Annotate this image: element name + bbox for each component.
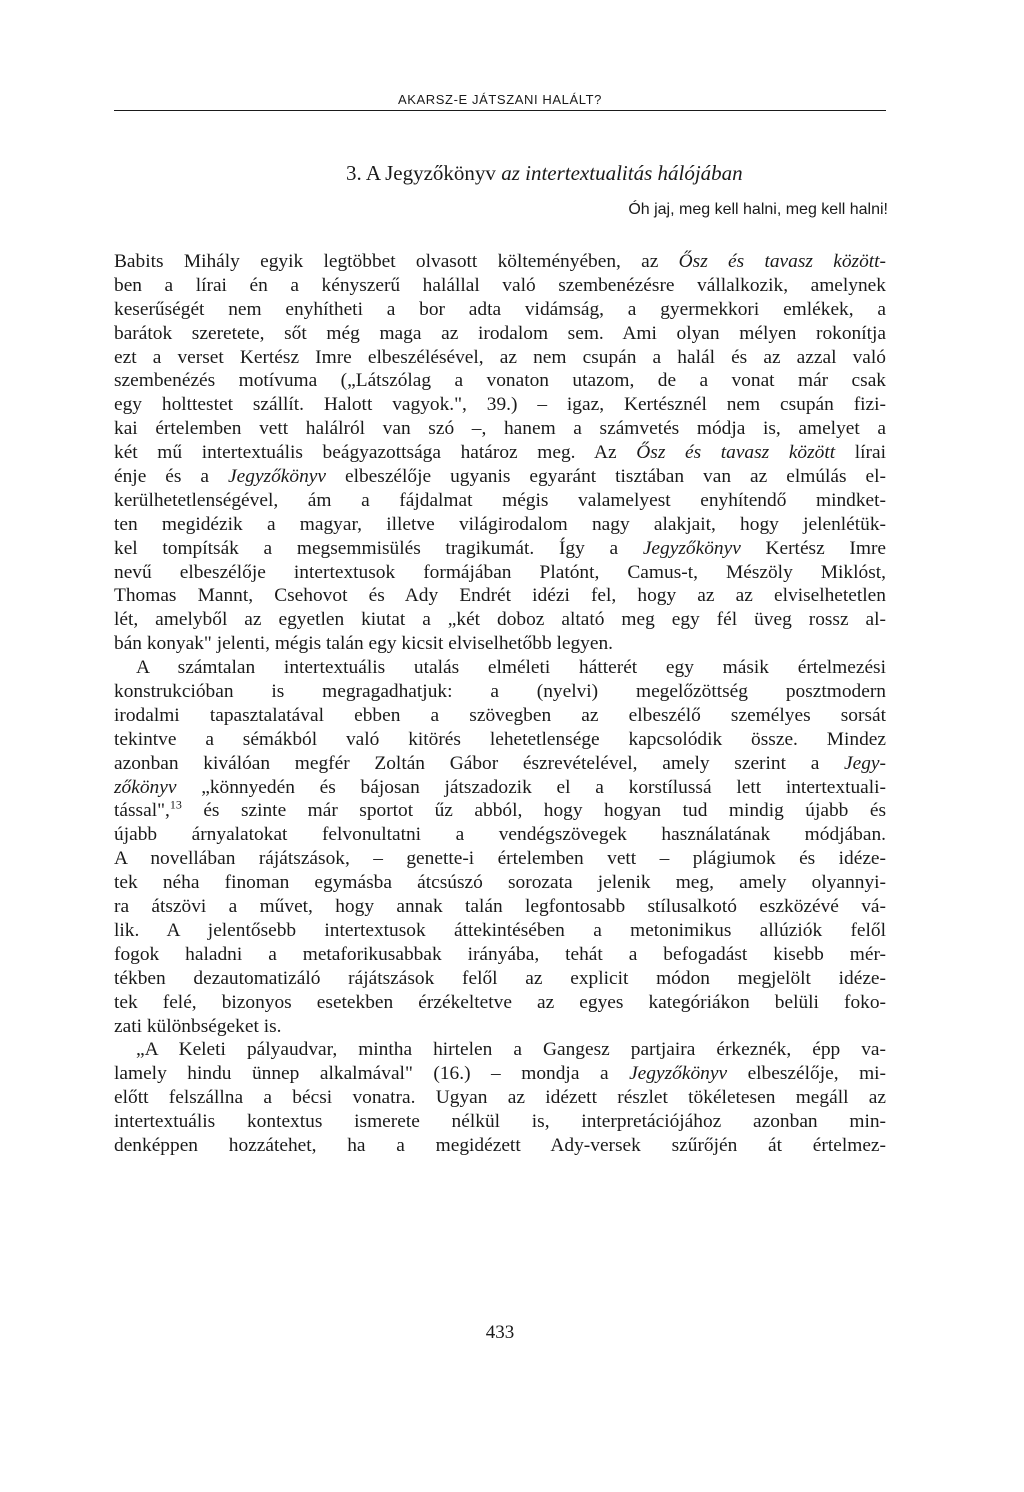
text-line [114, 369, 886, 393]
text-run: lírai [835, 442, 886, 464]
text-run: tek felé, bizonyos esetekben érzékeltetve az egyes kategóriákon belüli foko- [114, 991, 886, 1013]
text-run: kel tompítsák a megsemmisülés tragikumát. Így a [114, 537, 643, 559]
text-run: énje és a [114, 466, 229, 488]
text-line [114, 274, 886, 298]
text-line [114, 1038, 886, 1062]
text-line [114, 513, 886, 537]
text-run: ra átszövi a művet, hogy annak talán legfontosabb stílusalkotó eszközévé vá- [114, 896, 886, 918]
text-run: tással", [114, 800, 170, 822]
text-line [114, 1134, 886, 1158]
page-number: 433 [485, 1322, 515, 1343]
text-run: Thomas Mannt, Csehovot és Ady Endrét idézi fel, hogy az az elviselhetetlen [114, 585, 886, 607]
text-run: kerülhetetlenségével, ám a fájdalmat mégis valamelyest enyhítendő mindket- [114, 489, 886, 511]
section-number: 3. A [346, 161, 386, 185]
text-line [114, 895, 886, 919]
text-run: és szinte már sportot űz abból, hogy hogyan tud mindig újabb és [181, 800, 886, 822]
text-line [114, 943, 886, 967]
text-run: két mű intertextuális beágyazottsága határoz meg. Az [114, 442, 637, 464]
text-run: Babits Mihály egyik legtöbbet olvasott költeményében, az [114, 251, 679, 272]
text-run: azonban kiválóan megfér Zoltán Gábor észrevételével, amely szerint a [114, 752, 845, 774]
text-run: zati különbségeket is. [114, 1015, 282, 1037]
text-line [114, 967, 886, 991]
text-line [114, 1015, 886, 1039]
text-line [114, 537, 886, 561]
text-run: konstrukcióban is megragadhatjuk: a (nyelvi) megelőzöttség posztmodern [114, 681, 886, 703]
text-run: Kertész Imre [740, 537, 887, 559]
text-line [114, 776, 886, 800]
italic-run: Ősz és tavasz között [636, 442, 836, 464]
text-run: lét, amelyből az egyetlen kiutat a „két doboz altató meg egy fél üveg rossz al- [114, 609, 886, 631]
text-line [114, 991, 886, 1015]
text-run: intertextuális kontextus ismerete nélkül is, interpretációjához azonban min- [114, 1111, 886, 1133]
text-line [114, 561, 886, 585]
text-run: ezt a verset Kertész Imre elbeszélésével, az nem csupán a halál és az azzal való [114, 346, 886, 368]
running-head: AKARSZ-E JÁTSZANI HALÁLT? [397, 92, 603, 107]
text-line [114, 441, 886, 465]
text-run: fogok haladni a metaforikusabbak irányába, tehát a befogadást kisebb mér- [114, 943, 886, 965]
text-run: denképpen hozzátehet, ha a megidézett Ady-versek szűrőjén át értelmez- [114, 1134, 886, 1156]
italic-run: zőkönyv [114, 776, 177, 798]
italic-run: Jegyzőkönyv [228, 466, 326, 488]
italic-run: Jegy- [844, 752, 886, 774]
header-rule [114, 110, 886, 111]
epigraph: Óh jaj, meg kell halni, meg kell halni! [628, 201, 888, 218]
text-line [114, 632, 886, 656]
text-run: újabb árnyalatokat felvonultatni a vendégszövegek használatának módjában. [114, 824, 886, 846]
text-line [114, 656, 886, 680]
section-title [346, 161, 743, 186]
text-run: lik. A jelentősebb intertextusok áttekintésében a metonimikus allúziók felől [114, 919, 886, 941]
text-line [114, 393, 886, 417]
text-line [114, 322, 886, 346]
text-line [114, 1086, 886, 1110]
text-run: irodalmi tapasztalatával ebben a szövegben az elbeszélő személyes sorsát [114, 704, 886, 726]
text-line [114, 608, 886, 632]
text-line [114, 417, 886, 441]
text-line [114, 799, 886, 823]
text-run: ben a lírai én a kényszerű halállal való szembenézésre vállalkozik, amelynek [114, 274, 886, 296]
section-title-rest: az intertextualitás hálójában [495, 161, 743, 185]
text-run: lamely hindu ünnep alkalmával" (16.) – mondja a [114, 1063, 630, 1085]
text-line [114, 584, 886, 608]
text-line [114, 1110, 886, 1134]
text-line [114, 704, 886, 728]
text-run: tékben dezautomatizáló rájátszások felől az explicit módon megjelölt idéze- [114, 967, 886, 989]
body-text [114, 250, 886, 1158]
text-line [114, 823, 886, 847]
text-run: elbeszélője, mi- [727, 1063, 886, 1085]
text-run: barátok szeretete, sőt még maga az irodalom sem. Ami olyan mélyen rokonítja [114, 322, 886, 344]
text-run: bán konyak" jelenti, mégis talán egy kicsit elviselhetőbb legyen. [114, 633, 614, 655]
text-run: előtt felszállna a bécsi vonatra. Ugyan az idézett részlet tökéletesen megáll az [114, 1087, 886, 1109]
text-run: tek néha finoman egymásba átcsúszó sorozata jelenik meg, amely olyannyi- [114, 872, 886, 894]
text-run: A novellában rájátszások, – genette-i értelemben vett – plágiumok és idéze- [114, 848, 886, 870]
text-line [114, 298, 886, 322]
text-line [114, 728, 886, 752]
text-run: ten megidézik a magyar, illetve világirodalom nagy alakjait, hogy jelenlétük- [114, 513, 886, 535]
text-run: elbeszélője ugyanis egyaránt tisztában van az elmúlás el- [326, 466, 886, 488]
text-line [114, 1062, 886, 1086]
text-line [114, 919, 886, 943]
text-run: szembenézés motívuma („Látszólag a vonaton utazom, de a vonat már csak [114, 370, 886, 392]
italic-run: Ősz és tavasz között- [678, 251, 887, 272]
text-line [114, 250, 886, 274]
text-line [114, 489, 886, 513]
text-run: tekintve a sémákból való kitörés lehetetlensége kapcsolódik össze. Mindez [114, 728, 886, 750]
section-title-work: Jegyzőkönyv [385, 161, 496, 185]
text-run: keserűségét nem enyhítheti a bor adta vidámság, a gyermekkori emlékek, a [114, 298, 886, 320]
text-line [114, 465, 886, 489]
italic-run: Jegyzőkönyv [629, 1063, 728, 1085]
text-line [114, 346, 886, 370]
text-line [114, 871, 886, 895]
text-line [114, 752, 886, 776]
text-line [114, 847, 886, 871]
text-line [114, 680, 886, 704]
text-run: nevű elbeszélője intertextusok formájában Platónt, Camus-t, Mészöly Miklóst, [114, 561, 886, 583]
footnote-ref: 13 [169, 798, 182, 813]
text-run: „könnyedén és bájosan játszadozik el a korstílussá lett intertextuali- [176, 776, 886, 798]
text-run: „A Keleti pályaudvar, mintha hirtelen a Gangesz partjaira érkeznék, épp va- [136, 1039, 886, 1061]
italic-run: Jegyzőkönyv [642, 537, 741, 559]
text-run: egy holttestet szállít. Halott vagyok.", 39.) – igaz, Kertésznél nem csupán fizi- [114, 394, 886, 416]
text-run: kai értelemben vett halálról van szó –, hanem a számvetés módja is, amelyet a [114, 418, 886, 440]
text-run: A számtalan intertextuális utalás elméleti hátterét egy másik értelmezési [136, 657, 886, 679]
